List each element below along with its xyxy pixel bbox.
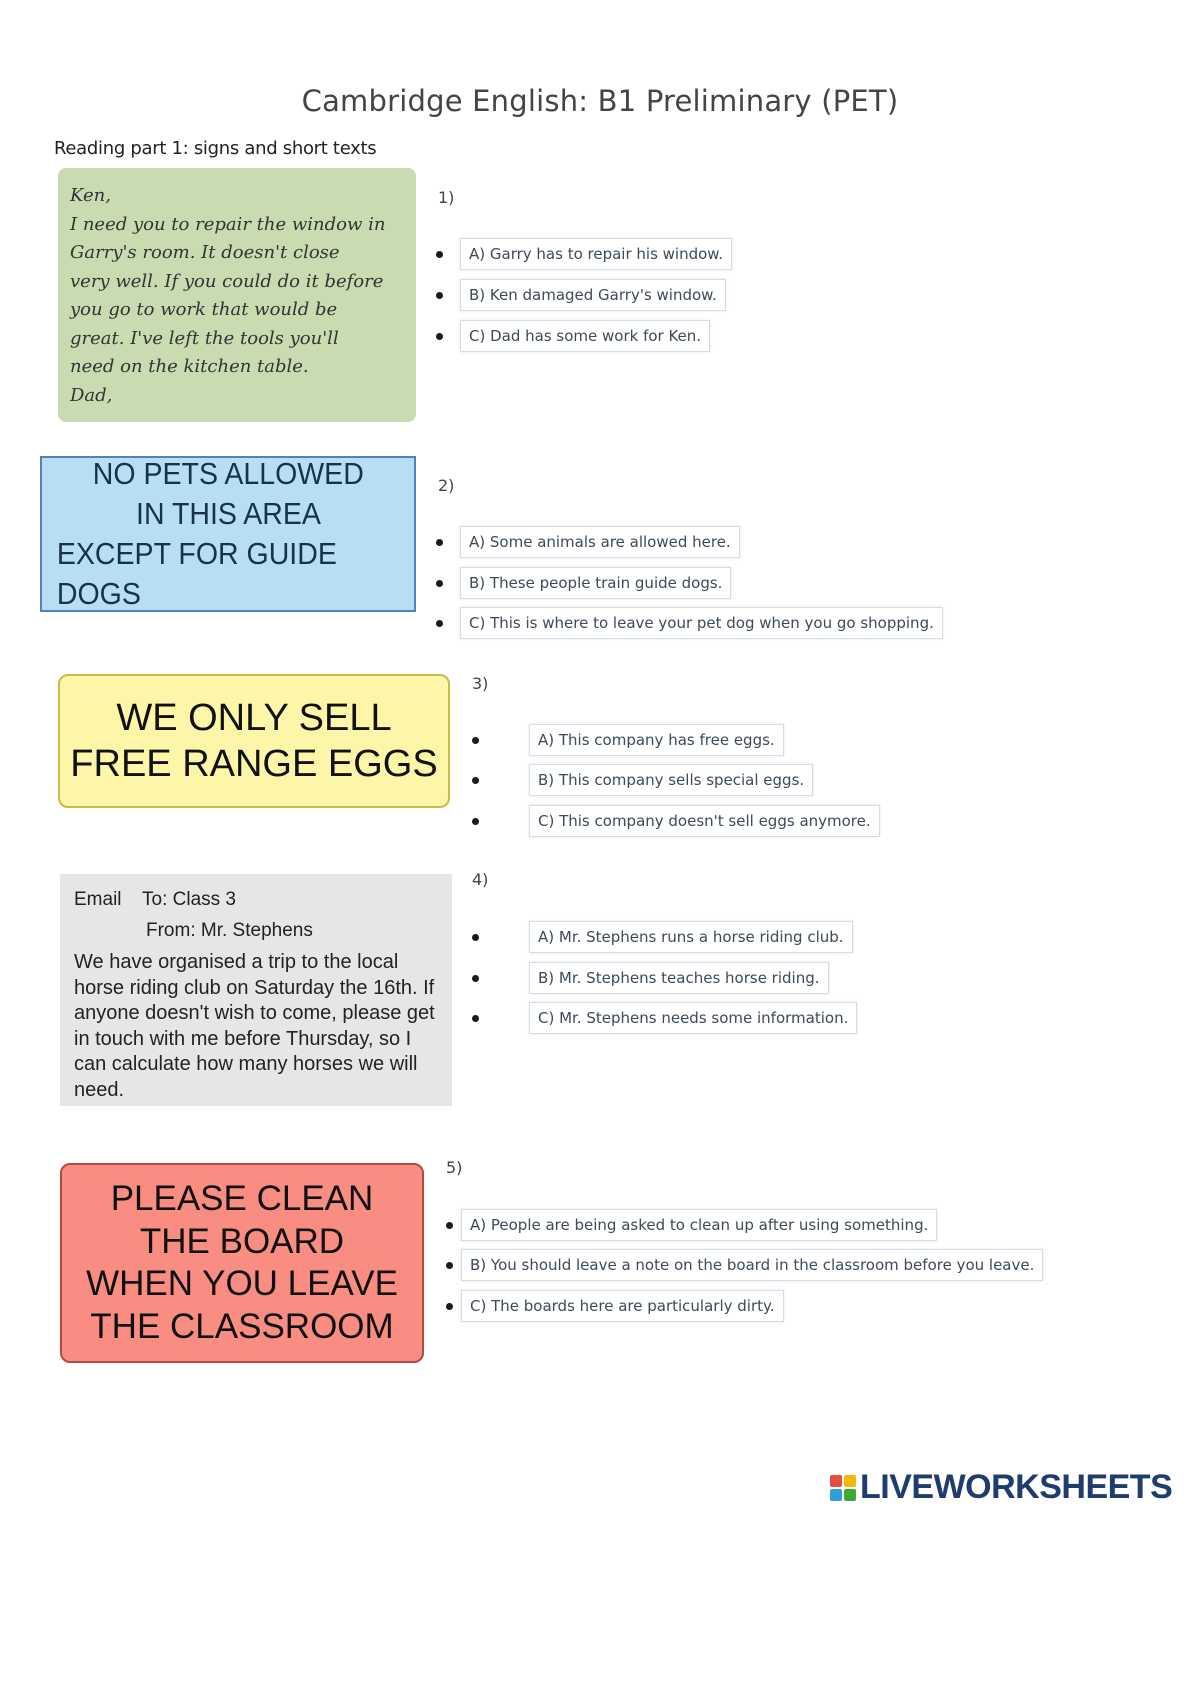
sign-line: THE BOARD bbox=[139, 1221, 345, 1261]
note-line: great. I've left the tools you'll bbox=[70, 327, 339, 349]
bullet-icon bbox=[436, 333, 443, 340]
bullet-icon bbox=[472, 777, 479, 784]
pets-sign bbox=[40, 456, 416, 612]
sign-line: WHEN YOU LEAVE bbox=[86, 1264, 398, 1303]
logo-square bbox=[830, 1489, 842, 1501]
logo-square bbox=[844, 1475, 856, 1487]
option-row[interactable] bbox=[472, 764, 813, 796]
bullet-icon bbox=[436, 251, 443, 258]
answer-option[interactable]: C) This is where to leave your pet dog when you go shopping. bbox=[460, 607, 943, 639]
bullet-icon bbox=[472, 934, 479, 941]
bullet-icon bbox=[436, 292, 443, 299]
bullet-icon bbox=[436, 580, 443, 587]
answer-option[interactable]: B) Ken damaged Garry's window. bbox=[460, 279, 726, 311]
note-line: I need you to repair the window in bbox=[70, 213, 386, 235]
note-line: you go to work that would be bbox=[70, 299, 338, 320]
bullet-icon bbox=[472, 737, 479, 744]
answer-option[interactable]: A) Garry has to repair his window. bbox=[460, 238, 732, 270]
answer-option[interactable]: C) Dad has some work for Ken. bbox=[460, 320, 710, 352]
email-to: To: Class 3 bbox=[142, 889, 236, 910]
logo-text: LIVEWORKSHEETS bbox=[860, 1468, 1173, 1506]
question-number: 2) bbox=[438, 476, 455, 495]
email-label: Email bbox=[74, 889, 122, 910]
eggs-sign bbox=[58, 674, 450, 808]
email-card bbox=[60, 874, 452, 1106]
sign-line: EXCEPT FOR GUIDE DOGS bbox=[56, 536, 337, 611]
page-title: Cambridge English: B1 Preliminary (PET) bbox=[301, 84, 899, 118]
option-row[interactable] bbox=[436, 279, 726, 311]
bullet-icon bbox=[436, 539, 443, 546]
bullet-icon bbox=[446, 1303, 453, 1310]
email-to-row bbox=[74, 884, 438, 915]
note-line: Garry's room. It doesn't close bbox=[70, 242, 340, 263]
note-line: very well. If you could do it before bbox=[70, 270, 384, 292]
option-row[interactable] bbox=[436, 526, 740, 558]
bullet-icon bbox=[436, 620, 443, 627]
answer-option[interactable]: B) You should leave a note on the board in the classroom before you leave. bbox=[461, 1249, 1043, 1281]
email-body: We have organised a trip to the local horse riding club on Saturday the 16th. If anyone doesn't wish to come, please get in touch with me before Thursday, so I can calculate how many horses we will need. bbox=[74, 951, 435, 1101]
option-row[interactable] bbox=[436, 238, 732, 270]
bullet-icon bbox=[472, 818, 479, 825]
question-number: 5) bbox=[446, 1158, 463, 1177]
note-line: Dad, bbox=[70, 384, 113, 406]
answer-option[interactable]: A) This company has free eggs. bbox=[529, 724, 784, 756]
sign-line: WE ONLY SELL bbox=[116, 697, 392, 739]
option-row[interactable] bbox=[446, 1209, 937, 1241]
liveworksheets-logo bbox=[830, 1468, 1172, 1507]
option-row[interactable] bbox=[446, 1290, 784, 1322]
option-row[interactable] bbox=[472, 1002, 857, 1034]
bullet-icon bbox=[446, 1222, 453, 1229]
question-number: 4) bbox=[472, 870, 489, 889]
sign-line: IN THIS AREA bbox=[135, 496, 321, 531]
option-row[interactable] bbox=[472, 724, 784, 756]
option-row[interactable] bbox=[472, 962, 829, 994]
question-number: 1) bbox=[438, 188, 455, 207]
question-number: 3) bbox=[472, 674, 489, 693]
sign-line: PLEASE CLEAN bbox=[110, 1179, 374, 1218]
option-row[interactable] bbox=[472, 805, 880, 837]
option-row[interactable] bbox=[472, 921, 853, 953]
answer-option[interactable]: A) Mr. Stephens runs a horse riding club. bbox=[529, 921, 853, 953]
answer-option[interactable]: B) This company sells special eggs. bbox=[529, 764, 813, 796]
answer-option[interactable]: A) Some animals are allowed here. bbox=[460, 526, 740, 558]
option-row[interactable] bbox=[446, 1249, 1043, 1281]
sign-line: NO PETS ALLOWED bbox=[92, 456, 364, 491]
option-row[interactable] bbox=[436, 320, 710, 352]
board-sign bbox=[60, 1163, 424, 1363]
note-line: Ken, bbox=[70, 185, 111, 206]
answer-option[interactable]: C) The boards here are particularly dirty. bbox=[461, 1290, 784, 1322]
bullet-icon bbox=[472, 1015, 479, 1022]
sign-line: FREE RANGE EGGS bbox=[70, 743, 438, 785]
bullet-icon bbox=[446, 1262, 453, 1269]
answer-option[interactable]: A) People are being asked to clean up after using something. bbox=[461, 1209, 937, 1241]
option-row[interactable] bbox=[436, 607, 943, 639]
email-from: From: Mr. Stephens bbox=[146, 920, 313, 941]
answer-option[interactable]: B) Mr. Stephens teaches horse riding. bbox=[529, 962, 829, 994]
sign-line: THE CLASSROOM bbox=[90, 1306, 394, 1346]
answer-option[interactable]: C) This company doesn't sell eggs anymore. bbox=[529, 805, 880, 837]
logo-square bbox=[830, 1475, 842, 1487]
section-subtitle: Reading part 1: signs and short texts bbox=[54, 138, 377, 159]
bullet-icon bbox=[472, 975, 479, 982]
answer-option[interactable]: B) These people train guide dogs. bbox=[460, 567, 731, 599]
answer-option[interactable]: C) Mr. Stephens needs some information. bbox=[529, 1002, 857, 1034]
logo-icon bbox=[830, 1475, 856, 1501]
logo-square bbox=[844, 1489, 856, 1501]
note-line: need on the kitchen table. bbox=[70, 356, 309, 377]
note-card bbox=[58, 168, 416, 422]
option-row[interactable] bbox=[436, 567, 731, 599]
